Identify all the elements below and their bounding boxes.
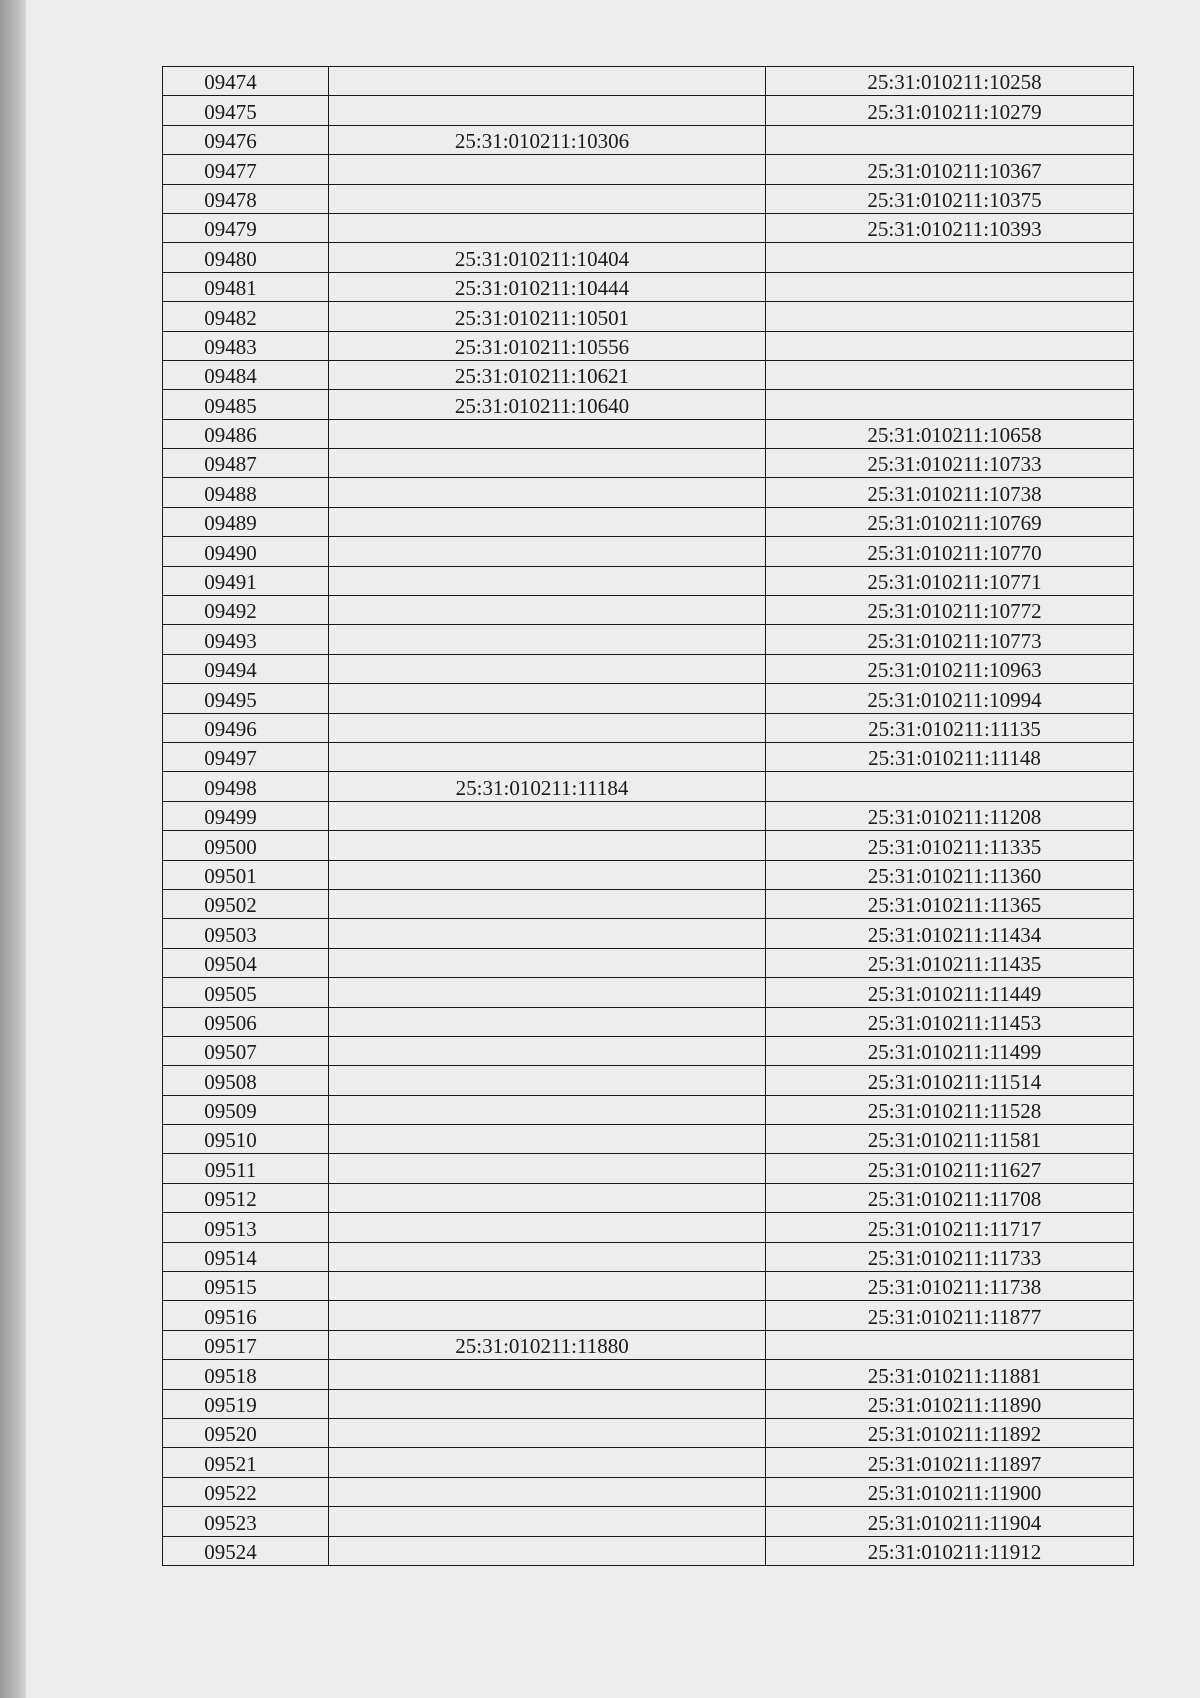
row-number-cell: 09495	[163, 684, 329, 713]
cadastral-number-cell-right: 25:31:010211:11514	[766, 1066, 1134, 1095]
cadastral-number-cell-right	[766, 1330, 1134, 1359]
table-row	[163, 1389, 1134, 1418]
table-row	[163, 1007, 1134, 1036]
cadastral-number-cell-left	[329, 831, 766, 860]
row-number-cell: 09516	[163, 1301, 329, 1330]
cadastral-number-cell-right	[766, 125, 1134, 154]
cadastral-number-cell-right: 25:31:010211:11335	[766, 831, 1134, 860]
cadastral-number-cell-right: 25:31:010211:10769	[766, 507, 1134, 536]
cadastral-number-cell-left: 25:31:010211:10444	[329, 272, 766, 301]
cadastral-number-cell-right: 25:31:010211:11449	[766, 978, 1134, 1007]
row-number-cell: 09488	[163, 478, 329, 507]
table-row	[163, 1154, 1134, 1183]
cadastral-number-cell-right: 25:31:010211:11877	[766, 1301, 1134, 1330]
row-number-cell: 09480	[163, 243, 329, 272]
cadastral-number-cell-left	[329, 1066, 766, 1095]
cadastral-number-cell-left	[329, 1448, 766, 1477]
cadastral-number-cell-left	[329, 1477, 766, 1506]
table-row	[163, 860, 1134, 889]
cadastral-number-cell-right: 25:31:010211:11148	[766, 742, 1134, 771]
table-row	[163, 831, 1134, 860]
row-number-cell: 09482	[163, 302, 329, 331]
cadastral-number-cell-left: 25:31:010211:10404	[329, 243, 766, 272]
cadastral-number-cell-right: 25:31:010211:11733	[766, 1242, 1134, 1271]
cadastral-number-cell-left	[329, 684, 766, 713]
cadastral-number-cell-right: 25:31:010211:10658	[766, 419, 1134, 448]
cadastral-number-cell-right: 25:31:010211:11528	[766, 1095, 1134, 1124]
row-number-cell: 09499	[163, 801, 329, 830]
table-row	[163, 1536, 1134, 1565]
table-row	[163, 1213, 1134, 1242]
cadastral-number-cell-right: 25:31:010211:11708	[766, 1183, 1134, 1212]
table-row	[163, 390, 1134, 419]
table-row	[163, 625, 1134, 654]
table-row	[163, 1448, 1134, 1477]
row-number-cell: 09510	[163, 1125, 329, 1154]
table-row	[163, 684, 1134, 713]
table-row	[163, 1418, 1134, 1447]
table-row	[163, 1183, 1134, 1212]
cadastral-number-cell-left	[329, 713, 766, 742]
row-number-cell: 09521	[163, 1448, 329, 1477]
table-row	[163, 742, 1134, 771]
cadastral-number-cell-right: 25:31:010211:11890	[766, 1389, 1134, 1418]
cadastral-number-cell-right: 25:31:010211:10258	[766, 67, 1134, 96]
row-number-cell: 09501	[163, 860, 329, 889]
cadastral-number-cell-right	[766, 390, 1134, 419]
cadastral-numbers-table	[162, 66, 1134, 1566]
cadastral-number-cell-left: 25:31:010211:11184	[329, 772, 766, 801]
cadastral-number-cell-left	[329, 1389, 766, 1418]
cadastral-number-cell-right: 25:31:010211:11897	[766, 1448, 1134, 1477]
cadastral-number-cell-right: 25:31:010211:10733	[766, 449, 1134, 478]
row-number-cell: 09486	[163, 419, 329, 448]
table-row	[163, 1125, 1134, 1154]
cadastral-number-cell-left: 25:31:010211:10306	[329, 125, 766, 154]
cadastral-number-cell-left	[329, 449, 766, 478]
row-number-cell: 09492	[163, 596, 329, 625]
cadastral-number-cell-right: 25:31:010211:11135	[766, 713, 1134, 742]
row-number-cell: 09512	[163, 1183, 329, 1212]
row-number-cell: 09500	[163, 831, 329, 860]
cadastral-number-cell-left	[329, 478, 766, 507]
row-number-cell: 09502	[163, 889, 329, 918]
row-number-cell: 09519	[163, 1389, 329, 1418]
table-row	[163, 155, 1134, 184]
cadastral-number-cell-right: 25:31:010211:11900	[766, 1477, 1134, 1506]
cadastral-number-cell-left	[329, 419, 766, 448]
row-number-cell: 09523	[163, 1507, 329, 1536]
cadastral-number-cell-right: 25:31:010211:11360	[766, 860, 1134, 889]
row-number-cell: 09504	[163, 948, 329, 977]
cadastral-number-cell-right: 25:31:010211:10994	[766, 684, 1134, 713]
cadastral-number-cell-left: 25:31:010211:10640	[329, 390, 766, 419]
cadastral-number-cell-right: 25:31:010211:10279	[766, 96, 1134, 125]
table-row	[163, 566, 1134, 595]
cadastral-number-cell-right: 25:31:010211:10963	[766, 654, 1134, 683]
row-number-cell: 09494	[163, 654, 329, 683]
row-number-cell: 09485	[163, 390, 329, 419]
table-row	[163, 125, 1134, 154]
cadastral-number-cell-left	[329, 1125, 766, 1154]
row-number-cell: 09505	[163, 978, 329, 1007]
table-row	[163, 67, 1134, 96]
cadastral-number-cell-right: 25:31:010211:10393	[766, 213, 1134, 242]
row-number-cell: 09475	[163, 96, 329, 125]
cadastral-number-cell-left	[329, 1301, 766, 1330]
table-row	[163, 243, 1134, 272]
row-number-cell: 09508	[163, 1066, 329, 1095]
cadastral-number-cell-left	[329, 889, 766, 918]
row-number-cell: 09476	[163, 125, 329, 154]
cadastral-number-cell-left	[329, 155, 766, 184]
table-row	[163, 978, 1134, 1007]
row-number-cell: 09497	[163, 742, 329, 771]
cadastral-number-cell-right: 25:31:010211:10375	[766, 184, 1134, 213]
cadastral-number-cell-right: 25:31:010211:11434	[766, 919, 1134, 948]
cadastral-number-cell-right	[766, 772, 1134, 801]
row-number-cell: 09514	[163, 1242, 329, 1271]
cadastral-number-cell-right: 25:31:010211:11738	[766, 1272, 1134, 1301]
cadastral-number-cell-right: 25:31:010211:11717	[766, 1213, 1134, 1242]
table-row	[163, 184, 1134, 213]
row-number-cell: 09484	[163, 360, 329, 389]
row-number-cell: 09477	[163, 155, 329, 184]
table-body	[163, 67, 1134, 1566]
row-number-cell: 09518	[163, 1360, 329, 1389]
table-row	[163, 272, 1134, 301]
table-row	[163, 1477, 1134, 1506]
row-number-cell: 09496	[163, 713, 329, 742]
row-number-cell: 09481	[163, 272, 329, 301]
cadastral-number-cell-left	[329, 67, 766, 96]
cadastral-number-cell-right: 25:31:010211:11453	[766, 1007, 1134, 1036]
table-row	[163, 1301, 1134, 1330]
row-number-cell: 09522	[163, 1477, 329, 1506]
cadastral-number-cell-left	[329, 1418, 766, 1447]
cadastral-number-cell-right: 25:31:010211:10738	[766, 478, 1134, 507]
table-row	[163, 213, 1134, 242]
table-row	[163, 772, 1134, 801]
table-row	[163, 478, 1134, 507]
cadastral-number-cell-left	[329, 1183, 766, 1212]
row-number-cell: 09515	[163, 1272, 329, 1301]
cadastral-number-cell-left	[329, 184, 766, 213]
table-row	[163, 1272, 1134, 1301]
table-row	[163, 331, 1134, 360]
table-row	[163, 507, 1134, 536]
row-number-cell: 09509	[163, 1095, 329, 1124]
cadastral-number-cell-left	[329, 742, 766, 771]
cadastral-number-cell-left	[329, 96, 766, 125]
cadastral-number-cell-right: 25:31:010211:11904	[766, 1507, 1134, 1536]
table-row	[163, 713, 1134, 742]
cadastral-number-cell-right	[766, 331, 1134, 360]
cadastral-number-cell-left	[329, 919, 766, 948]
cadastral-number-cell-left: 25:31:010211:11880	[329, 1330, 766, 1359]
cadastral-number-cell-left	[329, 978, 766, 1007]
cadastral-number-cell-left: 25:31:010211:10556	[329, 331, 766, 360]
table-row	[163, 419, 1134, 448]
cadastral-number-cell-left: 25:31:010211:10621	[329, 360, 766, 389]
cadastral-number-cell-left	[329, 1242, 766, 1271]
table-row	[163, 1242, 1134, 1271]
table-row	[163, 537, 1134, 566]
cadastral-number-cell-right: 25:31:010211:11627	[766, 1154, 1134, 1183]
table-row	[163, 654, 1134, 683]
cadastral-number-cell-left	[329, 213, 766, 242]
row-number-cell: 09474	[163, 67, 329, 96]
row-number-cell: 09503	[163, 919, 329, 948]
cadastral-number-cell-left	[329, 1154, 766, 1183]
cadastral-number-cell-left	[329, 507, 766, 536]
cadastral-number-cell-right	[766, 243, 1134, 272]
table-row	[163, 449, 1134, 478]
table-row	[163, 1036, 1134, 1065]
table-row	[163, 1360, 1134, 1389]
cadastral-number-cell-left	[329, 1360, 766, 1389]
table-row	[163, 1066, 1134, 1095]
cadastral-number-cell-left	[329, 1007, 766, 1036]
row-number-cell: 09506	[163, 1007, 329, 1036]
table-row	[163, 919, 1134, 948]
cadastral-number-cell-right: 25:31:010211:11435	[766, 948, 1134, 977]
cadastral-number-cell-right: 25:31:010211:11208	[766, 801, 1134, 830]
cadastral-number-cell-left	[329, 1036, 766, 1065]
table-row	[163, 596, 1134, 625]
row-number-cell: 09479	[163, 213, 329, 242]
cadastral-number-cell-right: 25:31:010211:10772	[766, 596, 1134, 625]
table-row	[163, 1095, 1134, 1124]
cadastral-number-cell-right: 25:31:010211:11581	[766, 1125, 1134, 1154]
row-number-cell: 09507	[163, 1036, 329, 1065]
cadastral-number-cell-right	[766, 272, 1134, 301]
cadastral-number-cell-right: 25:31:010211:11912	[766, 1536, 1134, 1565]
cadastral-number-cell-left	[329, 537, 766, 566]
cadastral-number-cell-right: 25:31:010211:11499	[766, 1036, 1134, 1065]
row-number-cell: 09511	[163, 1154, 329, 1183]
cadastral-number-cell-right: 25:31:010211:10771	[766, 566, 1134, 595]
cadastral-number-cell-left: 25:31:010211:10501	[329, 302, 766, 331]
table-row	[163, 948, 1134, 977]
row-number-cell: 09520	[163, 1418, 329, 1447]
table-row	[163, 889, 1134, 918]
table-row	[163, 801, 1134, 830]
cadastral-number-cell-right	[766, 360, 1134, 389]
cadastral-number-cell-left	[329, 948, 766, 977]
cadastral-number-cell-left	[329, 860, 766, 889]
cadastral-number-cell-left	[329, 625, 766, 654]
row-number-cell: 09517	[163, 1330, 329, 1359]
cadastral-number-cell-left	[329, 566, 766, 595]
cadastral-number-cell-left	[329, 1272, 766, 1301]
row-number-cell: 09490	[163, 537, 329, 566]
cadastral-number-cell-left	[329, 596, 766, 625]
cadastral-number-cell-right	[766, 302, 1134, 331]
table-row	[163, 302, 1134, 331]
cadastral-number-cell-left	[329, 1095, 766, 1124]
cadastral-number-cell-right: 25:31:010211:11365	[766, 889, 1134, 918]
cadastral-number-cell-left	[329, 1536, 766, 1565]
row-number-cell: 09478	[163, 184, 329, 213]
row-number-cell: 09493	[163, 625, 329, 654]
table-row	[163, 360, 1134, 389]
table-row	[163, 1330, 1134, 1359]
row-number-cell: 09489	[163, 507, 329, 536]
row-number-cell: 09491	[163, 566, 329, 595]
cadastral-number-cell-left	[329, 1213, 766, 1242]
row-number-cell: 09483	[163, 331, 329, 360]
row-number-cell: 09513	[163, 1213, 329, 1242]
row-number-cell: 09524	[163, 1536, 329, 1565]
cadastral-number-cell-left	[329, 801, 766, 830]
cadastral-number-cell-right: 25:31:010211:10770	[766, 537, 1134, 566]
row-number-cell: 09498	[163, 772, 329, 801]
cadastral-number-cell-left	[329, 654, 766, 683]
cadastral-number-cell-right: 25:31:010211:10367	[766, 155, 1134, 184]
cadastral-number-cell-right: 25:31:010211:10773	[766, 625, 1134, 654]
table-row	[163, 1507, 1134, 1536]
cadastral-number-cell-right: 25:31:010211:11892	[766, 1418, 1134, 1447]
cadastral-number-cell-right: 25:31:010211:11881	[766, 1360, 1134, 1389]
scan-edge-shadow	[0, 0, 26, 1698]
cadastral-number-cell-left	[329, 1507, 766, 1536]
table-row	[163, 96, 1134, 125]
row-number-cell: 09487	[163, 449, 329, 478]
